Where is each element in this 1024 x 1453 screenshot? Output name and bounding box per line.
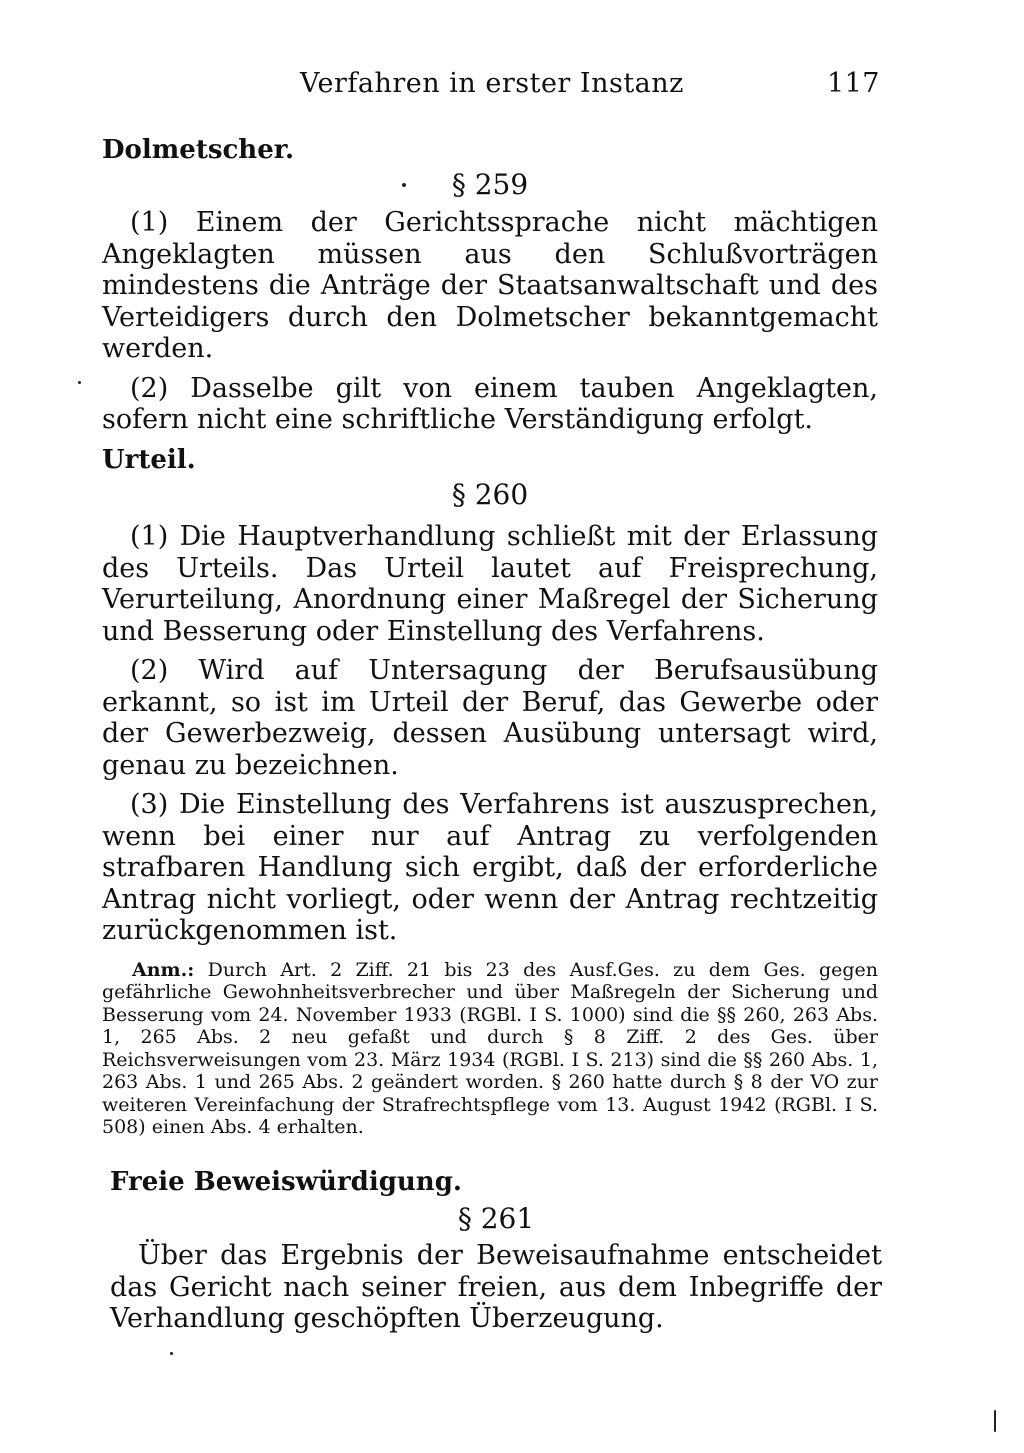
running-head [300, 68, 880, 99]
section-heading: Dolmetscher. [102, 135, 295, 165]
paragraph-number: § 260 [451, 478, 529, 511]
annotation-label: Anm.: [132, 958, 195, 981]
paragraph-text: (2) Dasselbe gilt von einem tauben Angeklagten, sofern nicht eine schriftliche Verständigung erfolgt. [102, 372, 878, 435]
running-title: Verfahren in erster Instanz [300, 68, 684, 99]
section-urteil [102, 441, 878, 1139]
paragraph-number: § 261 [457, 1202, 535, 1235]
section-heading: Freie Beweiswürdigung. [110, 1167, 462, 1197]
paragraph-text: (3) Die Einstellung des Verfahrens ist auszusprechen, wenn bei einer nur auf Antrag zu verfolgenden strafbaren Handlung sich ergibt, daß der erforderliche Antrag nicht vorliegt, oder wenn der Antrag rechtzeitig zurückgenommen ist. [102, 789, 878, 946]
annotation-text: Durch Art. 2 Ziff. 21 bis 23 des Ausf.Ges. zu dem Ges. gegen gefährliche Gewohnheitsverbrecher und über Maßregeln der Sicherung und Besserung vom 24. November 1933 (RGBl. I S. 1000) sind die §§ 260, 263 Abs. 1, 265 Abs. 2 neu gefaßt und durch § 8 Ziff. 2 des Ges. über Reichsverweisungen vom 23. März 1934 (RGBl. I S. 213) sind die §§ 260 Abs. 1, 263 Abs. 1 und 265 Abs. 2 geändert worden. § 260 hatte durch § 8 der VO zur weiteren Vereinfachung der Strafrechtspflege vom 13. August 1942 (RGBl. I S. 508) einen Abs. 4 erhalten. [102, 958, 878, 1138]
page-number: 117 [826, 68, 880, 99]
paragraph-text: (2) Wird auf Untersagung der Berufsausübung erkannt, so ist im Urteil der Beruf, das Gewerbe oder der Gewerbezweig, dessen Ausübung untersagt wird, genau zu bezeichnen. [102, 655, 878, 781]
paragraph-text: Über das Ergebnis der Beweisaufnahme entscheidet das Gericht nach seiner freien, aus dem Inbegriffe der Verhandlung geschöpften Überzeugung. [110, 1240, 882, 1334]
section-heading: Urteil. [102, 445, 196, 475]
paragraph-text: (1) Die Hauptverhandlung schließt mit der Erlassung des Urteils. Das Urteil lautet auf Freisprechung, Verurteilung, Anordnung einer Maßregel der Sicherung und Besserung oder Einstellung des Verfahrens. [102, 521, 878, 647]
section-freie-beweiswuerdigung [110, 1162, 882, 1335]
annotation [102, 959, 878, 1139]
paragraph-text: (1) Einem der Gerichtssprache nicht mächtigen Angeklagten müssen aus den Schlußvorträgen mindestens die Anträge der Staatsanwaltschaft und des Verteidigers durch den Dolmetscher bekanntgemacht werden. [102, 207, 878, 364]
paragraph-number: § 259 [451, 168, 529, 201]
section-dolmetscher [102, 131, 878, 436]
